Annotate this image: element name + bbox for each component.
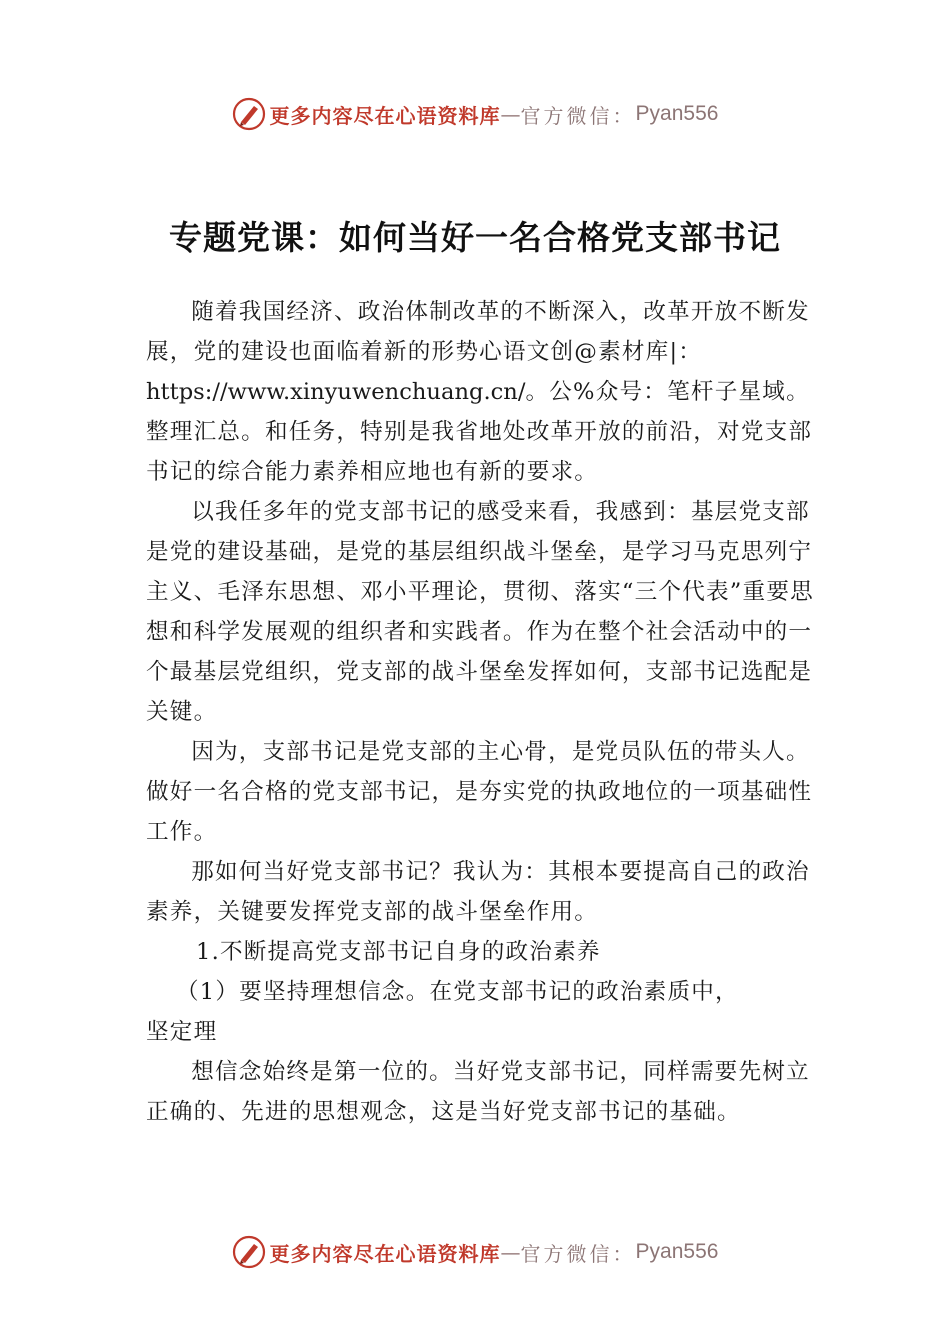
paragraph-1 bbox=[146, 292, 826, 492]
banner-brand-text: 更多内容尽在心语资料库 bbox=[269, 103, 501, 128]
paragraph-3: 因为，支部书记是党支部的主心骨，是党员队伍的带头人。做好一名合格的党支部书记，是夯实党的执政地位的一项基础性工作。 bbox=[146, 739, 813, 845]
document-title: 专题党课：如何当好一名合格党支部书记 bbox=[169, 218, 781, 257]
sub-item-1: （1）要坚持理想信念。在党支部书记的政治素质中， bbox=[176, 979, 739, 1005]
footer-wechat-label: 官方微信： bbox=[520, 1241, 636, 1266]
document-body bbox=[146, 292, 826, 1132]
p1-rest: 。公%众号：笔杆子星域。整理汇总。和任务，特别是我省地处改革开放的前沿，对党支部书记的综合能力素养相应地也有新的要求。 bbox=[146, 379, 813, 485]
paragraph-5: 想信念始终是第一位的。当好党支部书记，同样需要先树立正确的、先进的思想观念，这是当好党支部书记的基础。 bbox=[146, 1059, 810, 1125]
section-heading-1: 1.不断提高党支部书记自身的政治素养 bbox=[196, 939, 601, 965]
pen-logo-icon bbox=[232, 97, 266, 131]
pen-logo-icon bbox=[232, 1235, 266, 1269]
paragraph-2: 以我任多年的党支部书记的感受来看，我感到：基层党支部是党的建设基础，是党的基层组织战斗堡垒，是学习马克思列宁主义、毛泽东思想、邓小平理论，贯彻、落实“三个代表”重要思想和科学发展观的组织者和实践者。作为在整个社会活动中的一个最基层党组织，党支部的战斗堡垒发挥如何，支部书记选配是关键。 bbox=[146, 499, 814, 725]
banner-dash: — bbox=[500, 102, 521, 126]
footer-wechat-id: Pyan556 bbox=[635, 1240, 719, 1263]
banner-wechat-label: 官方微信： bbox=[520, 103, 636, 128]
p1-url: https://www.xinyuwenchuang.cn/ bbox=[146, 379, 526, 405]
footer-brand-text: 更多内容尽在心语资料库 bbox=[269, 1241, 501, 1266]
paragraph-4: 那如何当好党支部书记？我认为：其根本要提高自己的政治素养，关键要发挥党支部的战斗堡垒作用。 bbox=[146, 859, 810, 925]
p1-text: 随着我国经济、政治体制改革的不断深入，改革开放不断发展，党的建设也面临着新的形势心语文创@素材库|： bbox=[146, 299, 810, 365]
header-banner bbox=[0, 94, 950, 134]
footer-dash: — bbox=[500, 1240, 521, 1264]
footer-banner bbox=[0, 1232, 950, 1272]
sub-item-1-continued: 坚定理 bbox=[146, 1019, 218, 1045]
banner-wechat-id: Pyan556 bbox=[635, 102, 719, 125]
